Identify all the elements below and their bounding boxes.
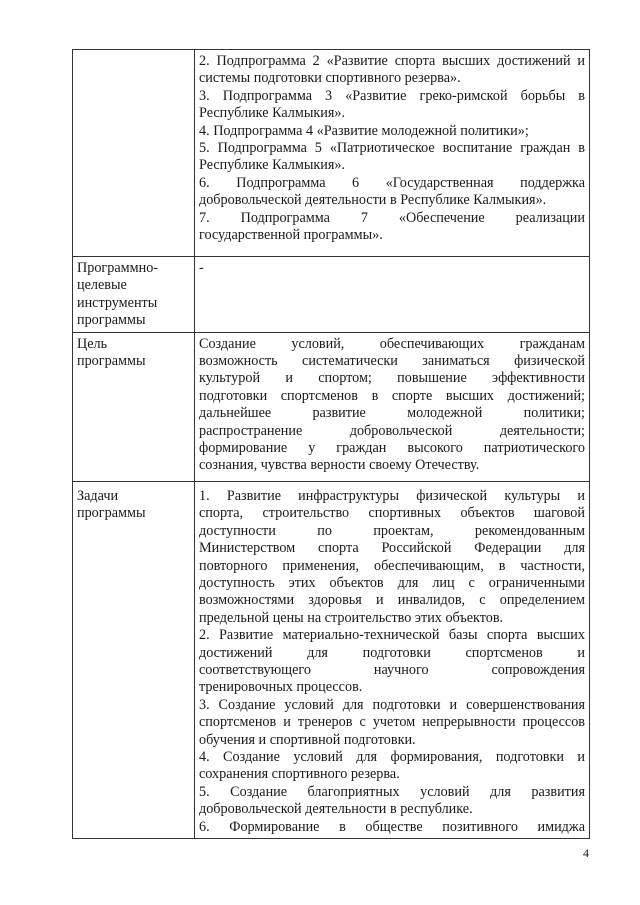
text-line: 5. Подпрограмма 5 «Патриотическое воспитание граждан в xyxy=(199,140,585,157)
label-cell-tasks xyxy=(73,481,195,838)
text-line: тренировочных процессов. xyxy=(199,679,363,696)
table-row-tasks xyxy=(73,481,590,838)
table-row-subprograms xyxy=(73,50,590,257)
text-line: Министерством спорта Российской Федерации для xyxy=(199,540,585,557)
page-number: 4 xyxy=(583,846,589,860)
text-line: сознания, чувства верности своему Отечеству. xyxy=(199,457,480,474)
text-line: Республике Калмыкия». xyxy=(199,105,346,122)
program-passport-table xyxy=(72,49,590,839)
text-line: соответствующего научного сопровождения xyxy=(199,661,585,678)
label-cell-goal xyxy=(73,332,195,481)
label-line: Цель xyxy=(77,335,108,352)
text-line: дальнейшее развитие молодежной политики; xyxy=(199,405,585,422)
goal-text xyxy=(195,332,590,481)
label-cell-instruments xyxy=(73,257,195,333)
text-line: достижений для подготовки спортсменов и xyxy=(199,644,585,661)
table-row-instruments xyxy=(73,257,590,333)
text-line: 4. Создание условий для формирования, подготовки и xyxy=(199,748,585,765)
table-row-goal xyxy=(73,332,590,481)
label-line: программы xyxy=(77,312,146,329)
text-line: обучения и спортивной подготовки. xyxy=(199,731,416,748)
text-line: системы подготовки спортивного резерва». xyxy=(199,70,461,87)
subprograms-list xyxy=(195,50,590,257)
text-line: 1. Развитие инфраструктуры физической культуры и xyxy=(199,487,585,504)
text-line: 3. Создание условий для подготовки и совершенствования xyxy=(199,696,585,713)
text-line: спортсменов и тренеров с учетом непрерывности процессов xyxy=(199,714,585,731)
text-line: повторного применения, обеспечивающим, в частности, xyxy=(199,557,585,574)
text-line: возможностями здоровья и инвалидов, с определением xyxy=(199,592,585,609)
text-line: 5. Создание благоприятных условий для развития xyxy=(199,783,585,800)
tasks-list xyxy=(195,481,590,838)
text-line: доступности по проектам, рекомендованным xyxy=(199,522,585,539)
label-line: Программно- xyxy=(77,260,159,276)
text-line: доступность этих объектов для лиц с ограниченными xyxy=(199,574,585,591)
text-line: подготовки спортсменов в спорте высших достижений; xyxy=(199,387,585,404)
text-line: Создание условий, обеспечивающих гражданам xyxy=(199,335,585,352)
label-line: программы xyxy=(77,353,146,370)
text-line: распространение добровольческой деятельности; xyxy=(199,422,585,439)
text-line: 2. Подпрограмма 2 «Развитие спорта высших достижений и xyxy=(199,53,585,69)
text-line: добровольческой деятельности в республике. xyxy=(199,801,473,818)
text-line: Республике Калмыкия». xyxy=(199,157,346,174)
label-line: программы xyxy=(77,505,146,522)
text-line: предельной цены на строительство этих объектов. xyxy=(199,609,504,626)
text-line: 4. Подпрограмма 4 «Развитие молодежной политики»; xyxy=(199,122,529,139)
label-cell-subprograms xyxy=(73,50,195,257)
instruments-value: - xyxy=(195,257,590,333)
text-line: 2. Развитие материально-технической базы спорта высших xyxy=(199,627,585,644)
label-line: Задачи xyxy=(77,487,119,504)
text-line: сохранения спортивного резерва. xyxy=(199,766,400,783)
text-line: 3. Подпрограмма 3 «Развитие греко-римской борьбы в xyxy=(199,87,585,104)
text-line: государственной программы». xyxy=(199,227,383,244)
text-line: 6. Формирование в обществе позитивного имиджа xyxy=(199,818,585,835)
label-line: инструменты xyxy=(77,294,158,311)
label-line: целевые xyxy=(77,277,127,294)
text-line: формирование у граждан высокого патриотического xyxy=(199,440,585,457)
text-line: возможность систематически заниматься физической xyxy=(199,353,585,370)
text-line: добровольческой деятельности в Республике Калмыкия». xyxy=(199,192,547,209)
text-line: культурой и спортом; повышение эффективности xyxy=(199,370,585,387)
text-line: 6. Подпрограмма 6 «Государственная поддержка xyxy=(199,174,585,191)
text-line: спорта, строительство спортивных объектов шаговой xyxy=(199,505,585,522)
text-line: 7. Подпрограмма 7 «Обеспечение реализации xyxy=(199,209,585,226)
